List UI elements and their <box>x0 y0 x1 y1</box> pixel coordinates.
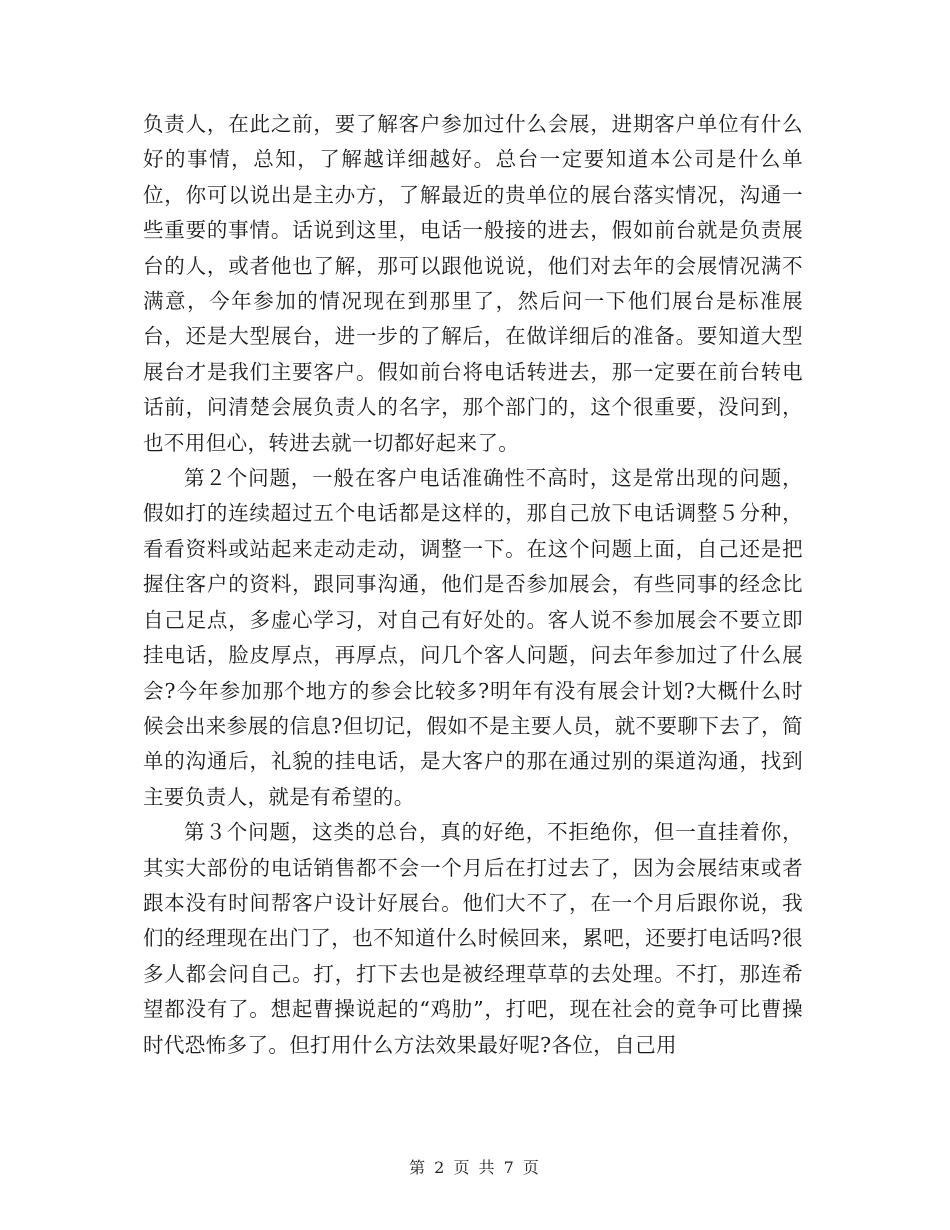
page-number-footer: 第 2 页 共 7 页 <box>409 1158 541 1177</box>
paragraph-issue-2: 第２个问题，一般在客户电话准确性不高时，这是常出现的问题，假如打的连续超过五个电话都是这样的，那自己放下电话调整５分种，看看资料或站起来走动走动，调整一下。在这个问题上面，自己还是把握住客户的资料，跟同事沟通，他们是否参加展会，有些同事的经念比自己足点，多虚心学习，对自己有好处的。客人说不参加展会不要立即挂电话，脸皮厚点，再厚点，问几个客人问题，问去年参加过了什么展会?今年参加那个地方的参会比较多?明年有没有展会计划?大概什么时候会出来参展的信息?但切记，假如不是主要人员，就不要聊下去了，简单的沟通后，礼貌的挂电话，是大客户的那在通过别的渠道沟通，找到主要负责人，就是有希望的。 <box>143 466 803 809</box>
paragraph-issue-3: 第３个问题，这类的总台，真的好绝，不拒绝你，但一直挂着你，其实大部份的电话销售都不会一个月后在打过去了，因为会展结束或者跟本没有时间帮客户设计好展台。他们大不了，在一个月后跟你说，我们的经理现在出门了，也不知道什么时候回来，累吧，还要打电话吗?很多人都会问自己。打，打下去也是被经理草草的去处理。不打，那连希望都没有了。想起曹操说起的“鸡肋”，打吧，现在社会的竟争可比曹操时代恐怖多了。但打用什么方法效果最好呢?各位，自己用 <box>143 820 803 1057</box>
document-body <box>143 107 803 1063</box>
paragraph-continuation: 负责人，在此之前，要了解客户参加过什么会展，进期客户单位有什么好的事情，总知，了解越详细越好。总台一定要知道本公司是什么单位，你可以说出是主办方，了解最近的贵单位的展台落实情况，沟通一些重要的事情。话说到这里，电话一般接的进去，假如前台就是负责展台的人，或者他也了解，那可以跟他说说，他们对去年的会展情况满不满意，今年参加的情况现在到那里了，然后问一下他们展台是标准展台，还是大型展台，进一步的了解后，在做详细后的准备。要知道大型展台才是我们主要客户。假如前台将电话转进去，那一定要在前台转电话前，问清楚会展负责人的名字，那个部门的，这个很重要，没问到，也不用但心，转进去就一切都好起来了。 <box>143 112 803 455</box>
